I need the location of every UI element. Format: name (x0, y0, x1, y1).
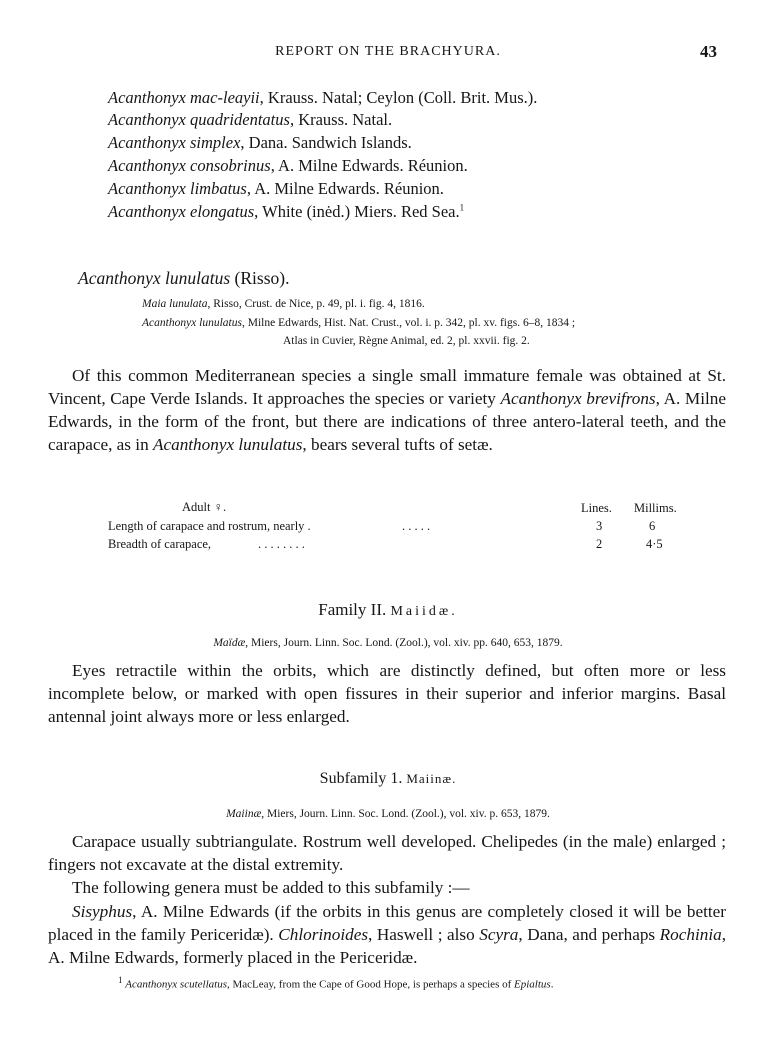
family-heading (0, 600, 776, 620)
list-item (108, 179, 444, 199)
paragraph-text: , A. Milne Edwards (if the orbits in this genus are completely closed it will be better placed in the family Periceridæ). (48, 902, 726, 944)
leader-dots: . . . . . (402, 519, 431, 533)
list-item (108, 88, 537, 108)
synonym-line (142, 298, 425, 310)
footnote-species: Acanthonyx scutellatus (125, 978, 227, 991)
family-prefix: Family II. (318, 600, 387, 619)
species-heading (78, 268, 289, 289)
synonym-line (283, 335, 530, 347)
subfamily-heading (0, 770, 776, 788)
family-name: Maiidæ. (390, 604, 458, 619)
paragraph-text: , bears several tufts of setæ. (302, 435, 493, 454)
paragraph-italic: Acanthonyx brevifrons (500, 389, 656, 408)
species-name: Acanthonyx elongatus (108, 202, 255, 221)
measurement-value: 4·5 (646, 537, 663, 551)
paragraph-text: The following genera must be added to this subfamily :— (72, 878, 470, 897)
species-detail: , A. Milne Edwards. Réunion. (270, 156, 468, 175)
synonym-line (142, 317, 575, 329)
paragraph-text: , A. Milne Edwards, in the form of the front, but there are indications of three antero-lateral teeth, and the carapace, as in (48, 389, 726, 454)
synonym-name: Maia lunulata (142, 298, 208, 310)
genera-paragraph (48, 900, 726, 969)
genus-name: Rochinia (659, 925, 722, 944)
footnote-genus: Epialtus (514, 978, 551, 991)
synonym-ref: , Milne Edwards, Hist. Nat. Crust., vol. i. p. 342, pl. xv. figs. 6–8, 1834 ; (241, 317, 576, 329)
footnote-mark: 1 (118, 975, 123, 985)
reference-text: , Miers, Journ. Linn. Soc. Lond. (Zool.), vol. xiv. pp. 640, 653, 1879. (245, 637, 563, 649)
species-name: Acanthonyx consobrinus (108, 156, 271, 175)
species-name: Acanthonyx simplex (108, 133, 241, 152)
leader-dots: . . . . . . . . (258, 537, 305, 551)
genus-name: Scyra (479, 925, 519, 944)
measurement-value: 2 (596, 537, 603, 551)
species-detail: , Krauss. Natal; Ceylon (Coll. Brit. Mus.). (259, 88, 538, 107)
paragraph-text: Of this common Mediterranean species a single small immature female was obtained at St. Vincent, Cape Verde Islands. It approaches the species or variety (48, 366, 726, 408)
measurement-heading: Adult ♀. (182, 500, 227, 514)
genus-name: Chlorinoides (278, 925, 369, 944)
paragraph-italic: Acanthonyx lunulatus (152, 435, 303, 454)
running-header: REPORT ON THE BRACHYURA. (275, 44, 501, 59)
subfamily-prefix: Subfamily 1. (319, 770, 403, 787)
subfamily-description (48, 830, 726, 876)
synonym-name: Acanthonyx lunulatus (142, 317, 242, 329)
list-item (108, 110, 392, 130)
species-name: Acanthonyx quadridentatus (108, 110, 290, 129)
species-name: Acanthonyx limbatus (108, 179, 247, 198)
species-heading-author: (Risso). (230, 268, 290, 288)
paragraph (48, 364, 726, 456)
genera-intro (48, 876, 726, 899)
reference-text: , Miers, Journ. Linn. Soc. Lond. (Zool.), vol. xiv. p. 653, 1879. (261, 808, 550, 820)
list-item (108, 202, 464, 222)
list-item (108, 133, 412, 153)
footnote-text: , MacLeay, from the Cape of Good Hope, is perhaps a species of (226, 978, 515, 991)
measurement-label: Breadth of carapace, (108, 537, 212, 551)
measurement-value: 3 (596, 519, 603, 533)
genus-name: Sisyphus (72, 902, 133, 921)
column-header-millims: Millims. (634, 501, 677, 515)
species-name: Acanthonyx mac-leayii (108, 88, 260, 107)
reference-name: Maiinæ (226, 808, 262, 820)
paragraph-text: Eyes retractile within the orbits, which are distinctly defined, but often more or less incomplete below, or marked with open fissures in their superior and inferior margins. Basal antennal joint always more or less enlarged. (48, 661, 726, 726)
species-detail: , White (inėd.) Miers. Red Sea. (254, 202, 460, 221)
measurement-value: 6 (649, 519, 656, 533)
species-detail: , Krauss. Natal. (289, 110, 393, 129)
subfamily-name: Maiinæ. (406, 771, 457, 786)
paragraph-text: , Haswell ; also (368, 925, 480, 944)
footnote-end: . (550, 978, 554, 991)
footnote-mark: 1 (459, 202, 465, 213)
paragraph-text: , A. Milne Edwards, formerly placed in the Periceridæ. (48, 925, 726, 967)
column-header-lines: Lines. (581, 501, 612, 515)
reference-name: Maïdæ (213, 637, 246, 649)
list-item (108, 156, 468, 176)
species-heading-name: Acanthonyx lunulatus (78, 268, 231, 288)
species-detail: , Dana. Sandwich Islands. (240, 133, 412, 152)
paragraph-text: , Dana, and perhaps (518, 925, 660, 944)
family-reference (0, 637, 776, 649)
page-number: 43 (700, 42, 717, 61)
family-description (48, 659, 726, 728)
subfamily-reference (0, 808, 776, 820)
synonym-ref: , Risso, Crust. de Nice, p. 49, pl. i. fig. 4, 1816. (207, 298, 425, 310)
paragraph-text: Carapace usually subtriangulate. Rostrum well developed. Chelipedes (in the male) enlarged ; fingers not excavate at the distal extremity. (48, 832, 726, 874)
measurement-label: Length of carapace and rostrum, nearly . (108, 519, 311, 533)
footnote (118, 975, 553, 991)
species-detail: , A. Milne Edwards. Réunion. (246, 179, 444, 198)
synonym-ref: Atlas in Cuvier, Règne Animal, ed. 2, pl. xxvii. fig. 2. (283, 335, 530, 347)
